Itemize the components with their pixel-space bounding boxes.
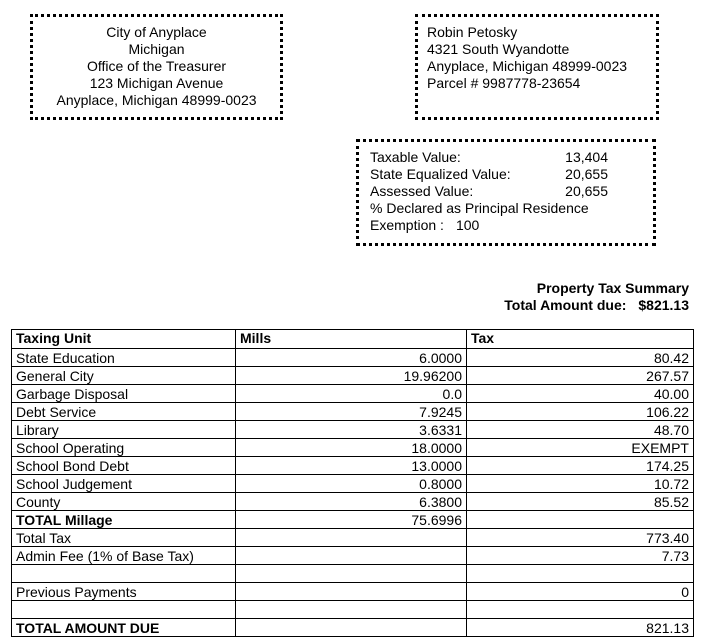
spacer-row — [12, 565, 694, 583]
table-header-row — [12, 330, 694, 349]
admin-fee-label: Admin Fee (1% of Base Tax) — [12, 547, 236, 565]
empty-cell — [12, 565, 236, 583]
table-row — [12, 457, 694, 475]
tax-cell: 40.00 — [467, 385, 694, 403]
table-row — [12, 349, 694, 367]
property-value-box — [356, 139, 656, 246]
assessed-value-row — [370, 183, 653, 200]
tax-cell: 267.57 — [467, 367, 694, 385]
summary-total-label: Total Amount due: — [504, 297, 627, 313]
taxing-unit-cell: Debt Service — [12, 403, 236, 421]
tax-cell: 106.22 — [467, 403, 694, 421]
sev-label: State Equalized Value: — [370, 166, 511, 182]
previous-payments-label: Previous Payments — [12, 583, 236, 601]
office-city-zip: Anyplace, Michigan 48999-0023 — [56, 92, 257, 108]
taxable-value-row — [370, 149, 653, 166]
empty-cell — [236, 529, 467, 547]
taxable-value-label: Taxable Value: — [370, 149, 461, 165]
empty-cell — [236, 547, 467, 565]
mills-cell: 3.6331 — [236, 421, 467, 439]
header-tax: Tax — [467, 330, 694, 349]
table-row — [12, 493, 694, 511]
tax-table — [11, 329, 694, 637]
previous-payments-value: 0 — [467, 583, 694, 601]
mills-cell: 7.9245 — [236, 403, 467, 421]
exemption-label: Exemption : — [370, 217, 444, 233]
exemption-row — [370, 217, 653, 234]
exemption-value: 100 — [455, 217, 480, 233]
assessed-value-label: Assessed Value: — [370, 183, 474, 199]
tax-cell: 85.52 — [467, 493, 694, 511]
empty-cell — [236, 565, 467, 583]
sev-value: 20,655 — [565, 166, 608, 182]
taxing-unit-cell: School Judgement — [12, 475, 236, 493]
total-millage-row — [12, 511, 694, 529]
taxing-unit-cell: Library — [12, 421, 236, 439]
mills-cell: 0.0 — [236, 385, 467, 403]
tax-cell: 174.25 — [467, 457, 694, 475]
table-row — [12, 403, 694, 421]
mills-cell: 18.0000 — [236, 439, 467, 457]
city-name: City of Anyplace — [106, 24, 207, 40]
owner-name: Robin Petosky — [427, 24, 518, 40]
pre-label: % Declared as Principal Residence — [370, 200, 589, 216]
parcel-number: Parcel # 9987778-23654 — [427, 75, 581, 91]
tax-cell: 80.42 — [467, 349, 694, 367]
taxable-value: 13,404 — [565, 149, 608, 165]
taxing-unit-cell: Garbage Disposal — [12, 385, 236, 403]
summary-total-value: $821.13 — [638, 297, 689, 313]
mills-cell: 6.0000 — [236, 349, 467, 367]
total-due-value: 821.13 — [467, 619, 694, 637]
empty-cell — [236, 601, 467, 619]
empty-cell — [467, 511, 694, 529]
mills-cell: 19.96200 — [236, 367, 467, 385]
pre-label-row — [370, 200, 653, 217]
office-street: 123 Michigan Avenue — [89, 75, 224, 91]
mills-cell: 13.0000 — [236, 457, 467, 475]
tax-cell: 48.70 — [467, 421, 694, 439]
owner-city-zip: Anyplace, Michigan 48999-0023 — [427, 58, 628, 74]
total-tax-label: Total Tax — [12, 529, 236, 547]
owner-street: 4321 South Wyandotte — [427, 41, 570, 57]
total-tax-value: 773.40 — [467, 529, 694, 547]
total-due-row — [12, 619, 694, 637]
total-due-label: TOTAL AMOUNT DUE — [12, 619, 236, 637]
table-row — [12, 385, 694, 403]
previous-payments-row — [12, 583, 694, 601]
mills-cell: 0.8000 — [236, 475, 467, 493]
taxing-unit-cell: County — [12, 493, 236, 511]
spacer-row — [12, 601, 694, 619]
assessed-value: 20,655 — [565, 183, 608, 199]
admin-fee-value: 7.73 — [467, 547, 694, 565]
taxing-unit-cell: School Operating — [12, 439, 236, 457]
taxing-unit-cell: State Education — [12, 349, 236, 367]
table-row — [12, 439, 694, 457]
total-millage-label: TOTAL Millage — [12, 511, 236, 529]
table-row — [12, 367, 694, 385]
empty-cell — [467, 601, 694, 619]
tax-summary — [504, 280, 689, 314]
empty-cell — [236, 583, 467, 601]
tax-cell: EXEMPT — [467, 439, 694, 457]
header-mills: Mills — [236, 330, 467, 349]
header-taxing-unit: Taxing Unit — [12, 330, 236, 349]
summary-total-line — [504, 297, 689, 314]
treasurer-address-box — [30, 14, 283, 120]
taxing-unit-cell: General City — [12, 367, 236, 385]
office-name: Office of the Treasurer — [86, 58, 227, 74]
total-millage-value: 75.6996 — [236, 511, 467, 529]
total-tax-row — [12, 529, 694, 547]
table-row — [12, 421, 694, 439]
table-row — [12, 475, 694, 493]
owner-address-box — [415, 14, 659, 120]
taxing-unit-cell: School Bond Debt — [12, 457, 236, 475]
sev-row — [370, 166, 653, 183]
empty-cell — [12, 601, 236, 619]
mills-cell: 6.3800 — [236, 493, 467, 511]
empty-cell — [236, 619, 467, 637]
tax-cell: 10.72 — [467, 475, 694, 493]
summary-title: Property Tax Summary — [536, 280, 689, 296]
admin-fee-row — [12, 547, 694, 565]
empty-cell — [467, 565, 694, 583]
city-state: Michigan — [128, 41, 185, 57]
